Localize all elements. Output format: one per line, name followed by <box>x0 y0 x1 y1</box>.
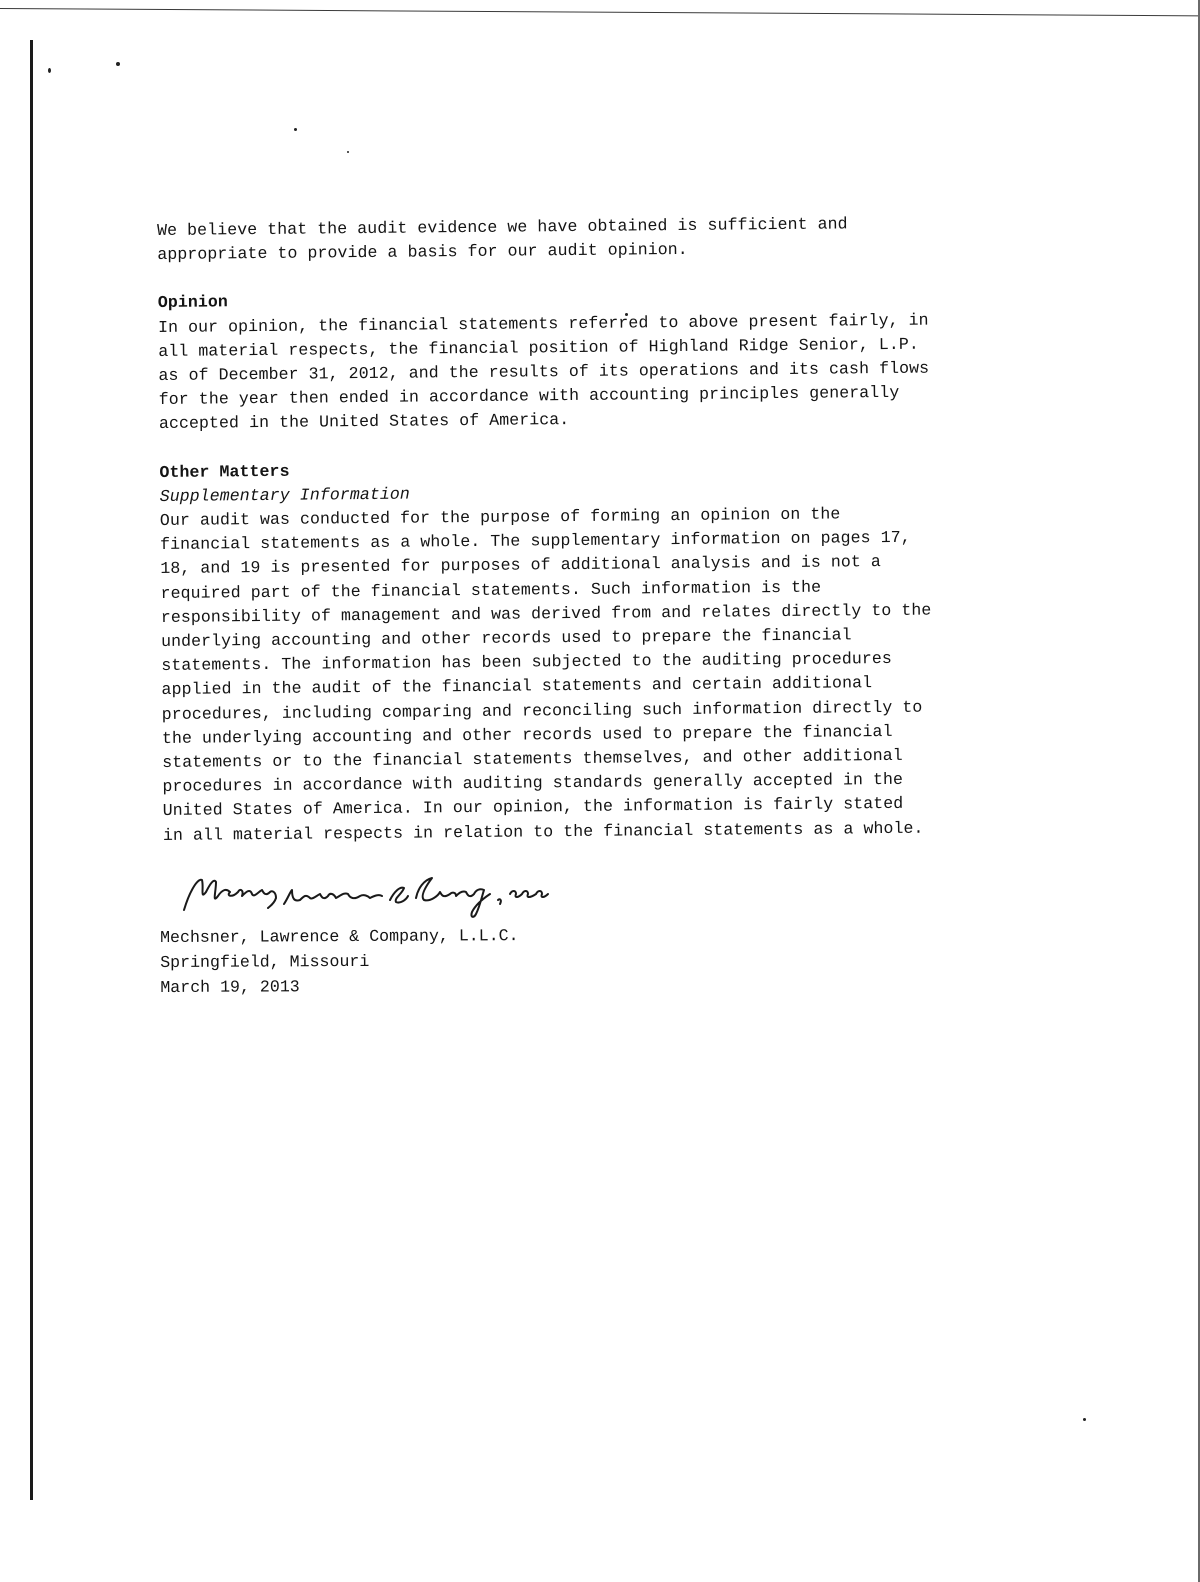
supplementary-information-heading: Supplementary Information <box>159 484 410 506</box>
opinion-heading: Opinion <box>157 292 228 313</box>
auditor-signature-block <box>160 923 519 1000</box>
scan-speck <box>294 128 297 131</box>
other-matters-heading: Other Matters <box>159 461 290 482</box>
handwritten-signature <box>180 870 600 920</box>
report-body <box>157 211 1043 848</box>
scan-left-edge <box>30 40 33 1500</box>
firm-name: Mechsner, Lawrence & Company, L.L.C. <box>160 926 519 947</box>
intro-paragraph: We believe that the audit evidence we have obtained is sufficient and appropriate to provide a basis for our audit opinion. <box>157 214 848 265</box>
scan-top-edge <box>0 0 1200 16</box>
scan-speck <box>48 68 51 73</box>
opinion-paragraph: In our opinion, the financial statements referred to above present fairly, in all material respects, the financial position of Highland Ridge Senior, L.P. as of December 31, 2012, and the results of its operations and its cash flows for the year then ended in accordance with accounting principles generally accepted in the United States of America. <box>157 310 930 434</box>
scan-speck <box>116 62 120 66</box>
report-date: March 19, 2013 <box>160 977 300 997</box>
scan-speck <box>347 151 349 153</box>
supplementary-paragraph: Our audit was conducted for the purpose of forming an opinion on the financial statements as a whole. The supplementary information on pages 17, 18, and 19 is presented for purposes of additional analysis and is not a required part of the financial statements. Such information is the responsibility of management and was derived from and relates directly to the underlying accounting and other records used to prepare the financial statements. The information has been subjected to the auditing procedures applied in the audit of the financial statements and certain additional procedures, including comparing and reconciling such information directly to the underlying accounting and other records used to prepare the financial statements or to the financial statements themselves, and other additional procedures in accordance with auditing standards generally accepted in the United States of America. In our opinion, the information is fairly stated in all material respects in relation to the financial statements as a whole. <box>159 504 932 845</box>
scan-speck <box>1083 1418 1086 1421</box>
firm-location: Springfield, Missouri <box>160 951 370 972</box>
